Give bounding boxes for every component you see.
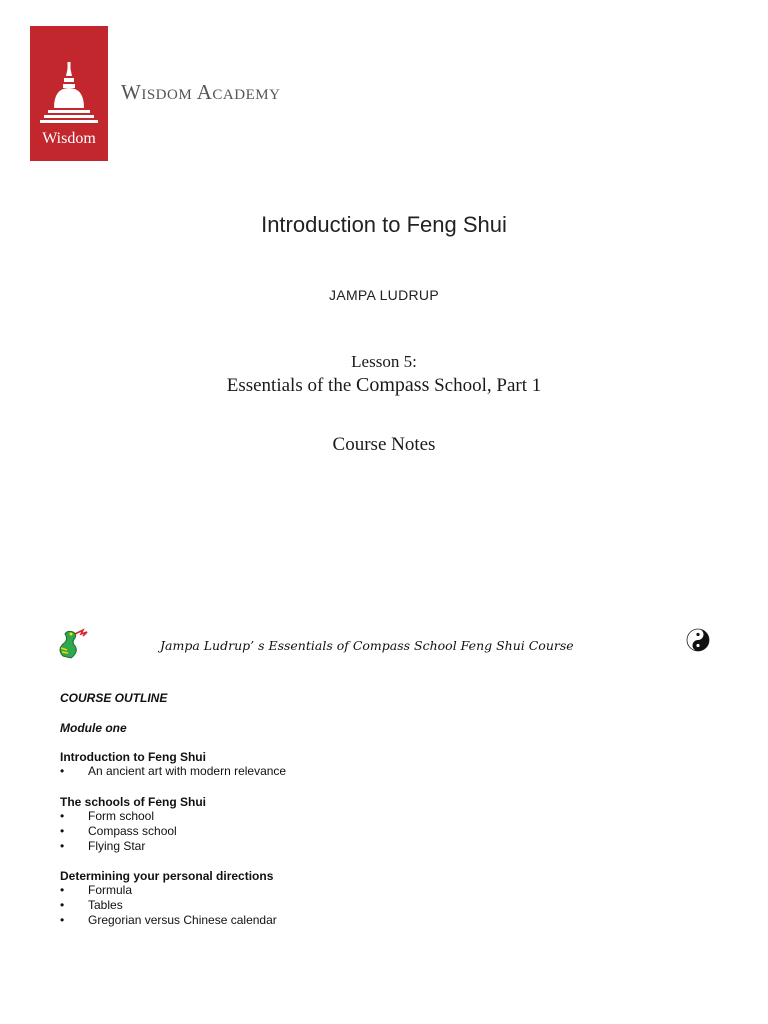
author-name: JAMPA LUDRUP [329,287,439,303]
yin-yang-icon [686,628,710,657]
outline-section [60,750,286,779]
dragon-icon [55,626,91,665]
list-item: • Formula [60,883,277,898]
logo-text: Wisdom [42,130,96,147]
module-label: Module one [60,721,127,735]
course-notes-label: Course Notes [332,434,436,455]
subtitle-emphasis: Compass [356,374,430,396]
lesson-subtitle [0,374,768,397]
list-item: • Flying Star [60,839,206,854]
page-title: Introduction to Feng Shui [261,212,507,237]
subtitle-pre: Essentials of the [226,375,357,396]
section-title: The schools of Feng Shui [60,795,207,809]
list-item: • Gregorian versus Chinese calendar [60,913,277,928]
outline-section [60,795,206,854]
section-list [60,809,206,854]
course-title: Jampa Ludrup’ s Essentials of Compass School Feng Shui Course [160,638,574,653]
wisdom-logo [30,26,108,161]
outline-section [60,869,277,928]
academy-name: Wisdom Academy [121,80,281,104]
section-list [60,764,286,779]
list-item: • An ancient art with modern relevance [60,764,286,779]
section-title: Introduction to Feng Shui [60,750,206,764]
list-item: • Form school [60,809,206,824]
section-list [60,883,277,928]
outline-heading: COURSE OUTLINE [60,691,168,705]
subtitle-post: School, Part 1 [429,375,542,396]
list-item: • Compass school [60,824,206,839]
list-item: • Tables [60,898,277,913]
section-title: Determining your personal directions [60,869,274,883]
lesson-number: Lesson 5: [351,352,417,371]
